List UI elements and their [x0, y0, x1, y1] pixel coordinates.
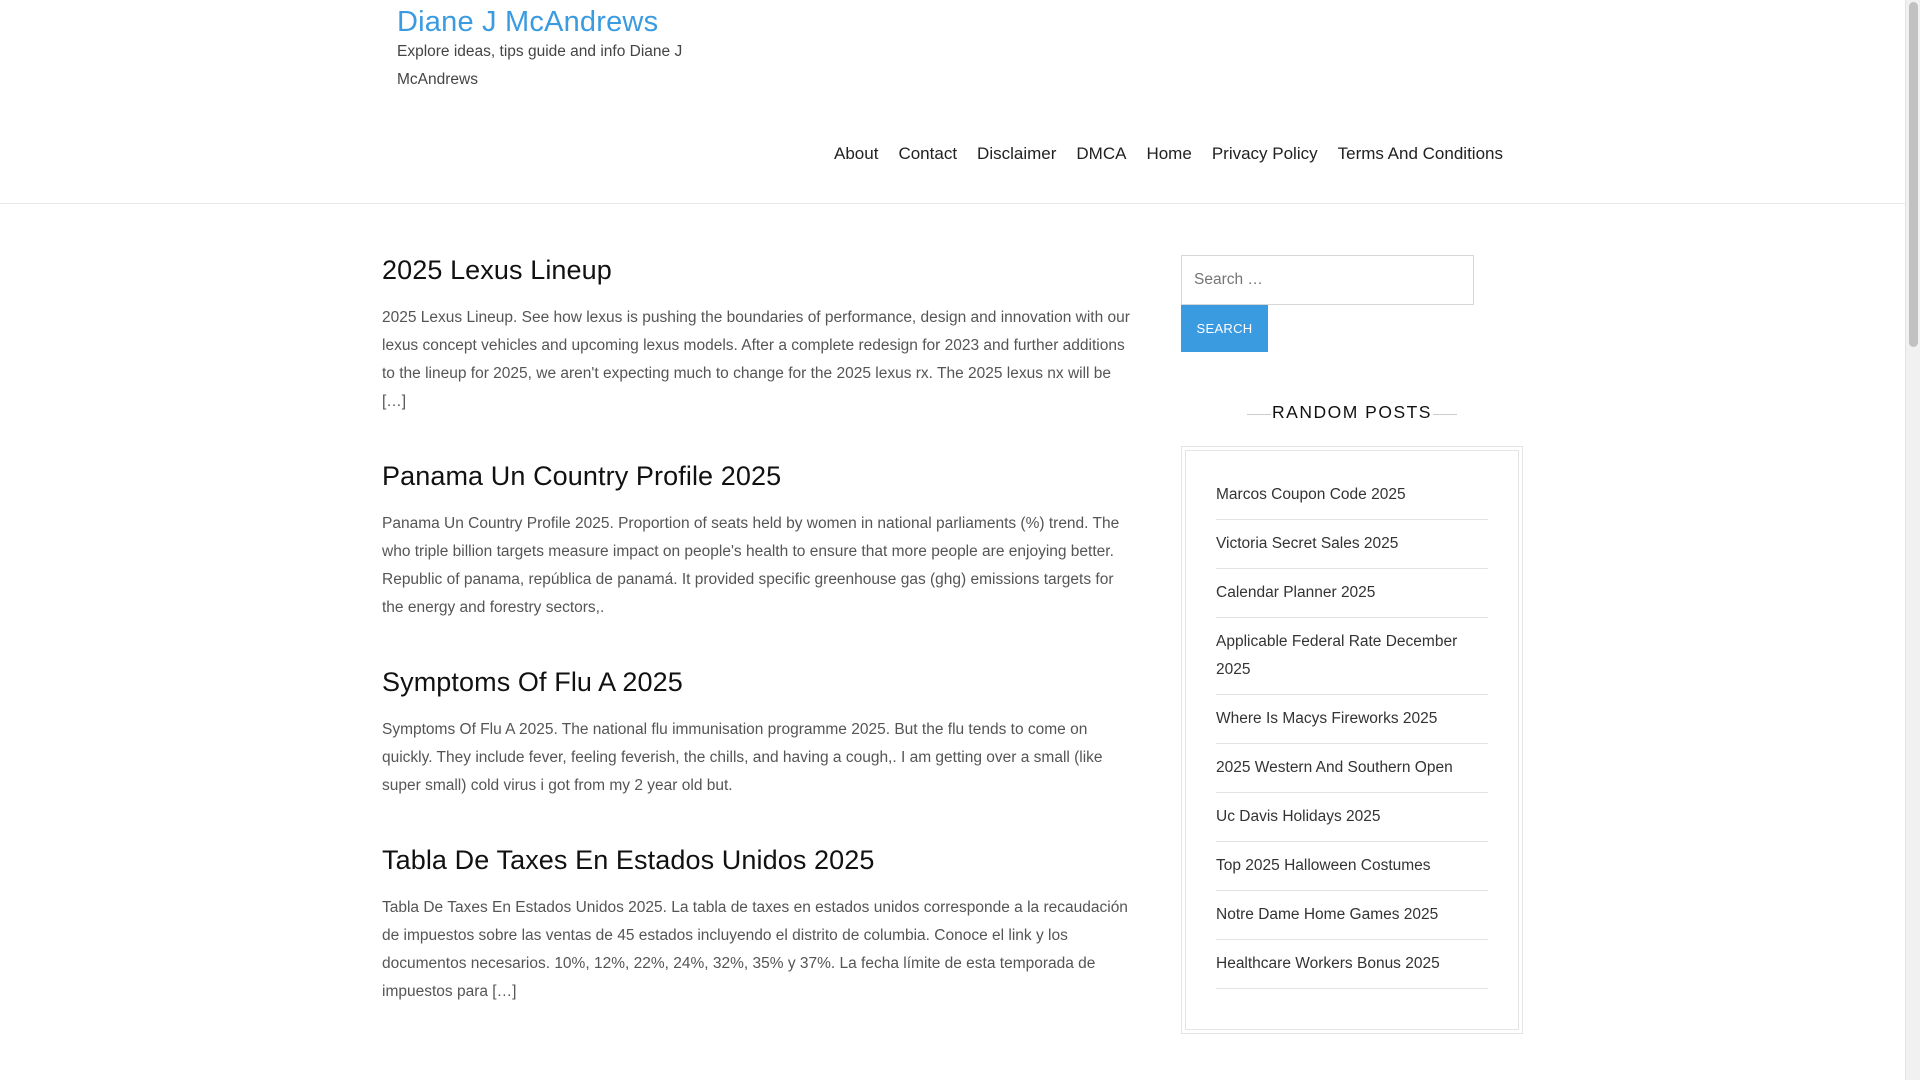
search-form	[1181, 255, 1523, 352]
list-item	[1216, 744, 1488, 793]
random-post-link[interactable]: Victoria Secret Sales 2025	[1216, 535, 1399, 552]
list-item	[1216, 891, 1488, 940]
post-item	[382, 840, 1132, 1006]
random-post-link[interactable]: Uc Davis Holidays 2025	[1216, 808, 1381, 825]
list-item	[1216, 695, 1488, 744]
post-item	[382, 250, 1132, 416]
random-post-link[interactable]: Top 2025 Halloween Costumes	[1216, 857, 1431, 874]
random-post-link[interactable]: Healthcare Workers Bonus 2025	[1216, 955, 1440, 972]
nav-item-home[interactable]: Home	[1146, 144, 1192, 163]
post-title-link[interactable]: 2025 Lexus Lineup	[382, 255, 612, 285]
list-item	[1216, 618, 1488, 695]
random-post-link[interactable]: 2025 Western And Southern Open	[1216, 759, 1453, 776]
search-input[interactable]	[1181, 255, 1474, 305]
site-description: Explore ideas, tips guide and info Diane J McAndrews	[397, 43, 683, 88]
site-header	[0, 0, 1905, 204]
random-post-link[interactable]: Where Is Macys Fireworks 2025	[1216, 710, 1438, 727]
site-title-link[interactable]: Diane J McAndrews	[397, 6, 659, 38]
random-posts-panel	[1185, 450, 1519, 1030]
heading-divider	[1433, 414, 1457, 415]
nav-item-disclaimer[interactable]: Disclaimer	[977, 144, 1057, 163]
nav-item-contact[interactable]: Contact	[898, 144, 958, 163]
random-post-link[interactable]: Applicable Federal Rate December 2025	[1216, 633, 1458, 678]
post-title-link[interactable]: Panama Un Country Profile 2025	[382, 461, 782, 491]
random-posts-list	[1216, 471, 1488, 989]
random-posts-title: RANDOM POSTS	[1272, 402, 1432, 422]
list-item	[1216, 940, 1488, 989]
post-excerpt: Symptoms Of Flu A 2025. The national flu immunisation programme 2025. But the flu tends to come on quickly. They include fever, feeling feverish, the chills, and having a cough,. I am getting over a small (like super small) cold virus i got from my 2 year old but.	[382, 721, 1103, 794]
nav-item-terms[interactable]: Terms And Conditions	[1337, 144, 1503, 163]
list-item	[1216, 569, 1488, 618]
post-excerpt: 2025 Lexus Lineup. See how lexus is pushing the boundaries of performance, design and innovation with our lexus concept vehicles and upcoming lexus models. After a complete redesign for 2023 and further additions to the lineup for 2025, we aren't expecting much to change for the 2025 lexus rx. The 2025 lexus nx will be […]	[382, 309, 1130, 410]
random-post-link[interactable]: Notre Dame Home Games 2025	[1216, 906, 1439, 923]
scrollbar-thumb[interactable]	[1909, 2, 1918, 347]
list-item	[1216, 520, 1488, 569]
list-item	[1216, 842, 1488, 891]
nav-item-privacy-policy[interactable]: Privacy Policy	[1211, 144, 1318, 163]
post-excerpt: Panama Un Country Profile 2025. Proportion of seats held by women in national parliaments (%) trend. The who triple billion targets measure impact on people's health to ensure that more people are enjoying better. Republic of panama, república de panamá. It provided specific greenhouse gas (ghg) emissions targets for the energy and forestry sectors,.	[382, 515, 1120, 616]
list-item	[1216, 793, 1488, 842]
main-navigation	[824, 141, 1513, 167]
post-item	[382, 456, 1132, 622]
post-list	[382, 250, 1132, 1046]
vertical-scrollbar[interactable]	[1905, 0, 1920, 1080]
nav-item-about[interactable]: About	[834, 144, 879, 163]
post-item	[382, 662, 1132, 800]
post-excerpt: Tabla De Taxes En Estados Unidos 2025. La tabla de taxes en estados unidos corresponde a la recaudación de impuestos sobre las ventas de 45 estados incluyendo el distrito de columbia. Conoce el link y los documentos necesarios. 10%, 12%, 22%, 24%, 32%, 35% y 37%. La fecha límite de esta temporada de impuestos para […]	[382, 899, 1128, 1000]
random-posts-heading	[1181, 402, 1523, 426]
sidebar	[1181, 255, 1523, 1034]
list-item	[1216, 471, 1488, 520]
heading-divider	[1247, 414, 1271, 415]
post-title-link[interactable]: Tabla De Taxes En Estados Unidos 2025	[382, 845, 875, 875]
nav-item-dmca[interactable]: DMCA	[1076, 144, 1127, 163]
post-title-link[interactable]: Symptoms Of Flu A 2025	[382, 667, 683, 697]
random-post-link[interactable]: Marcos Coupon Code 2025	[1216, 486, 1406, 503]
search-button[interactable]: SEARCH	[1181, 305, 1268, 352]
random-post-link[interactable]: Calendar Planner 2025	[1216, 584, 1376, 601]
random-posts-widget	[1181, 446, 1523, 1034]
